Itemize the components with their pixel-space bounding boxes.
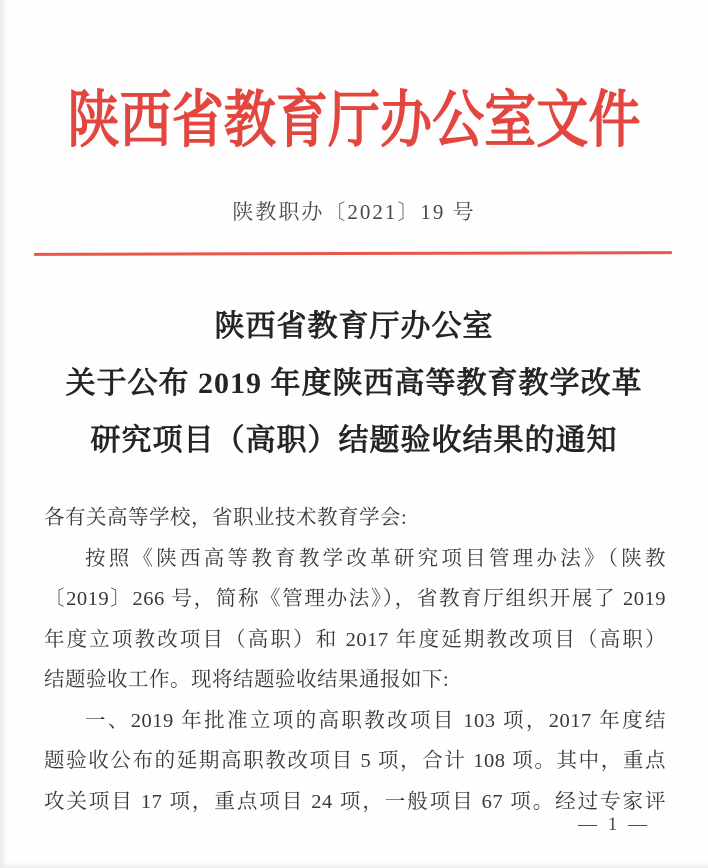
page-number: — 1 — [578, 814, 650, 835]
body-line: 攻关项目 17 项，重点项目 24 项，一般项目 67 项。经过专家评 [44, 790, 666, 813]
body-line: 题验收公布的延期高职教改项目 5 项，合计 108 项。其中，重点 [44, 750, 666, 772]
doc-number: 陕教职办〔2021〕19 号 [232, 200, 476, 224]
document-title-line-3: 研究项目（高职）结题验收结果的通知 [90, 424, 618, 457]
document-title [0, 298, 708, 469]
salutation-line: 各有关高等学校，省职业技术教育学会: [44, 507, 408, 529]
document-body [0, 498, 708, 822]
document-title-line-1: 陕西省教育厅办公室 [214, 310, 494, 343]
body-line: 结题验收工作。现将结题验收结果通报如下: [44, 669, 450, 691]
body-line: 年度立项教改项目（高职）和 2017 年度延期教改项目（高职） [44, 628, 666, 651]
body-line: 一、2019 年批准立项的高职教改项目 103 项，2017 年度结 [85, 709, 666, 732]
body-line: 按照《陕西高等教育教学改革研究项目管理办法》（陕教 [85, 547, 666, 570]
document-title-line-2: 关于公布 2019 年度陕西高等教育教学改革 [65, 367, 643, 400]
org-title: 陕西省教育厅办公室文件 [67, 87, 641, 155]
red-separator-rule [34, 251, 672, 256]
body-line: 〔2019〕266 号，简称《管理办法》），省教育厅组织开展了 2019 [44, 588, 666, 610]
